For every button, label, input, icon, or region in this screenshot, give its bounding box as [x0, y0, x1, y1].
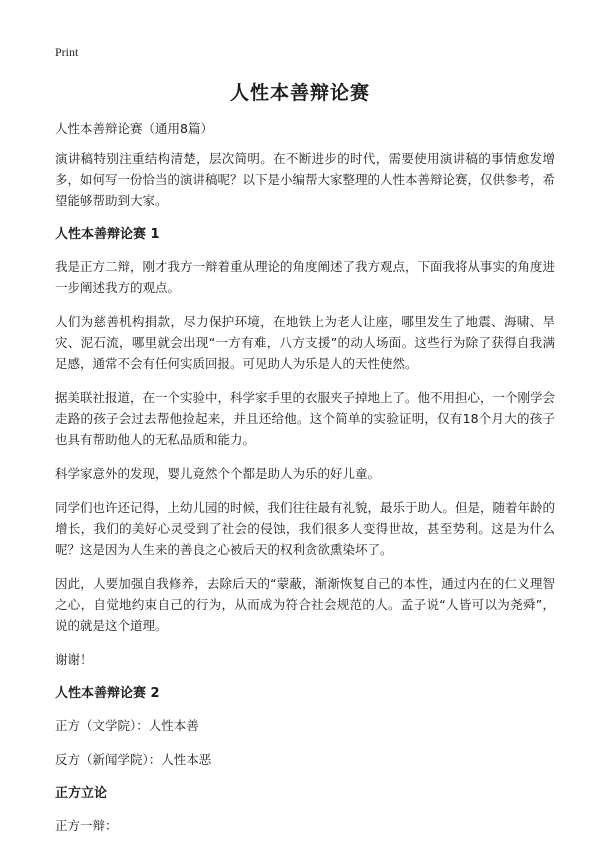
print-button[interactable]: Print: [55, 45, 79, 59]
document-subtitle: 人性本善辩论赛（通用8篇）: [55, 121, 213, 136]
section1-closing: 谢谢！: [55, 652, 93, 667]
section2-paragraph: 正方（文学院）：人性本善: [55, 718, 199, 733]
section-heading-2: 人性本善辩论赛 2: [55, 686, 160, 701]
section1-paragraph: 因此，人要加强自我修养，去除后天的“蒙蔽，渐渐恢复自己的本性，通过内在的仁义理智之心，自觉地约束自己的行为，从而成为符合社会规范的人。孟子说“人皆可以为尧舜”，说的就是这个道理。: [55, 576, 555, 633]
section-heading-1: 人性本善辩论赛 1: [55, 227, 160, 242]
section3-paragraph: 正方一辩：: [55, 818, 118, 833]
section1-paragraph: 人们为慈善机构捐款，尽力保护环境，在地铁上为老人让座，哪里发生了地震、海啸、旱灾、泥石流，哪里就会出现“一方有难，八方支援”的动人场面。这些行为除了获得自我满足感，通常不会有任何实质回报。可见助人为乐是人的天性使然。: [55, 314, 555, 371]
document-body: [55, 118, 555, 849]
section-heading-3: 正方立论: [55, 786, 108, 801]
page-title: 人性本善辩论赛: [229, 82, 370, 104]
intro-paragraph: 演讲稿特别注重结构清楚，层次简明。在不断进步的时代，需要使用演讲稿的事情愈发增多，如何写一份恰当的演讲稿呢？以下是小编帮大家整理的人性本善辩论赛，仅供参考，希望能够帮助到大家。: [55, 151, 556, 208]
section1-paragraph: 科学家意外的发现，婴儿竟然个个都是助人为乐的好儿童。: [55, 466, 381, 481]
section2-paragraph: 反方（新闻学院）：人性本恶: [55, 752, 212, 767]
section1-paragraph: 同学们也许还记得，上幼儿园的时候，我们往往最有礼貌，最乐于助人。但是，随着年龄的增长，我们的美好心灵受到了社会的侵蚀，我们很多人变得世故，甚至势利。这是为什么呢？这是因为人生来的善良之心被后天的权利贪欲熏染坏了。: [55, 500, 556, 557]
section1-paragraph: 据美联社报道，在一个实验中，科学家手里的衣服夹子掉地上了。他不用担心，一个刚学会走路的孩子会过去帮他捡起来，并且还给他。这个简单的实验证明，仅有18个月大的孩子也具有帮助他人的无私品质和能力。: [55, 390, 556, 447]
section1-paragraph: 我是正方二辩，刚才我方一辩着重从理论的角度阐述了我方观点，下面我将从事实的角度进一步阐述我方的观点。: [55, 259, 556, 295]
